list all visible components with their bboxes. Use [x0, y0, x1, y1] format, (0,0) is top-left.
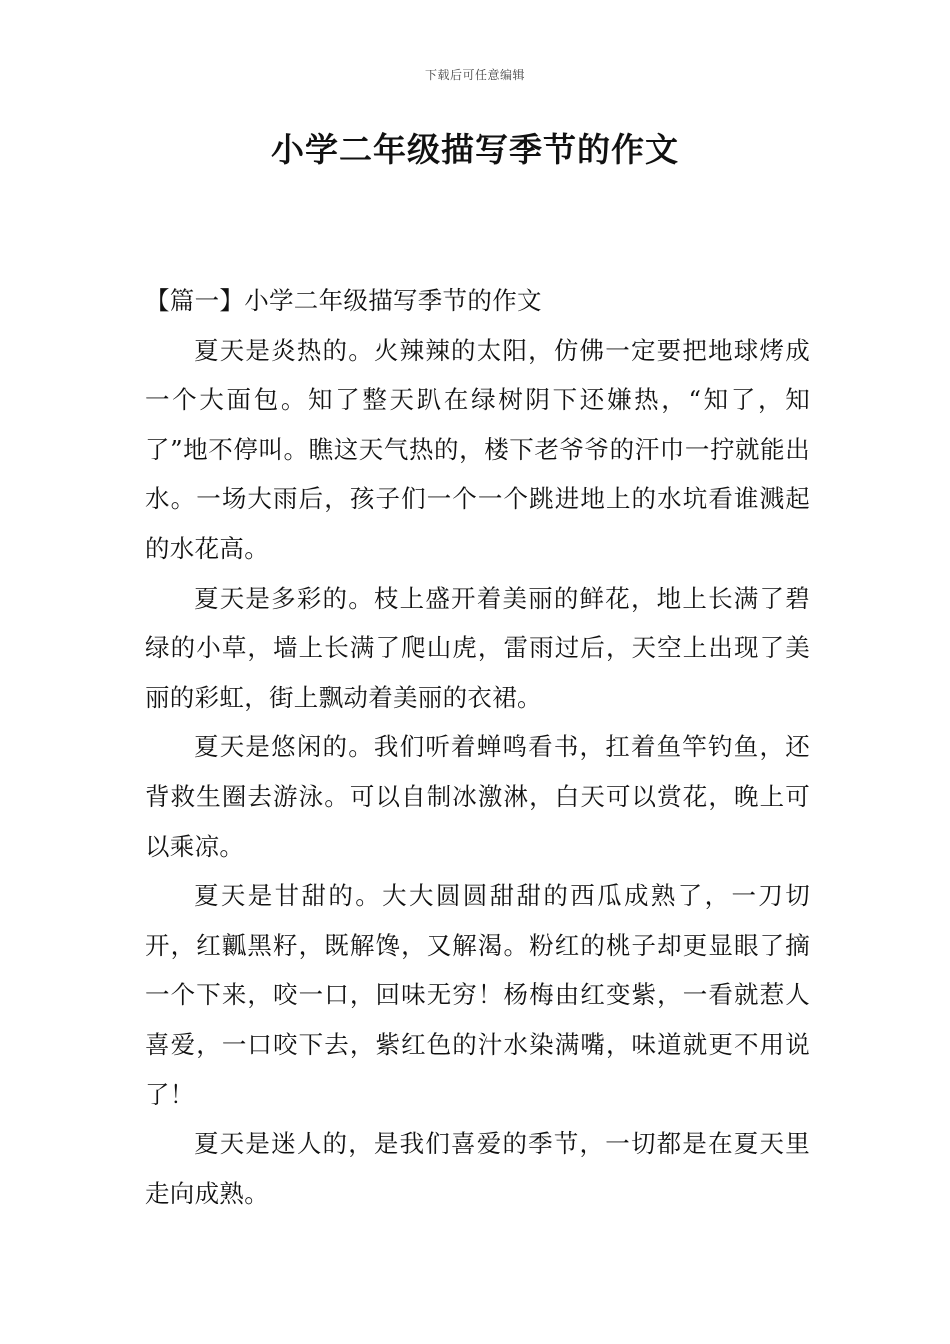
header-note: 下载后可任意编辑 — [424, 68, 525, 82]
paragraph-5: 夏天是迷人的，是我们喜爱的季节，一切都是在夏天里走向成熟。 — [145, 1129, 810, 1208]
paragraph-2: 夏天是多彩的。枝上盛开着美丽的鲜花，地上长满了碧绿的小草，墙上长满了爬山虎，雷雨过后，天空上出现了美丽的彩虹，街上飘动着美丽的衣裙。 — [145, 583, 810, 712]
paragraph-1: 夏天是炎热的。火辣辣的太阳，仿佛一定要把地球烤成一个大面包。知了整天趴在绿树阴下还嫌热，“知了，知了”地不停叫。瞧这天气热的，楼下老爷爷的汗巾一拧就能出水。一场大雨后，孩子们一个一个跳进地上的水坑看谁溅起的水花高。 — [145, 335, 810, 563]
document-title: 小学二年级描写季节的作文 — [271, 130, 679, 169]
paragraph-4: 夏天是甘甜的。大大圆圆甜甜的西瓜成熟了，一刀切开，红瓤黑籽，既解馋，又解渴。粉红的桃子却更显眼了摘一个下来，咬一口，回味无穷！杨梅由红变紫，一看就惹人喜爱，一口咬下去，紫红色的汁水染满嘴，味道就更不用说了！ — [145, 881, 810, 1109]
paragraph-3: 夏天是悠闲的。我们听着蝉鸣看书，扛着鱼竿钓鱼，还背救生圈去游泳。可以自制冰激淋，白天可以赏花，晚上可以乘凉。 — [145, 732, 810, 861]
section-heading: 【篇一】小学二年级描写季节的作文 — [145, 286, 542, 315]
article-body — [145, 276, 810, 1218]
